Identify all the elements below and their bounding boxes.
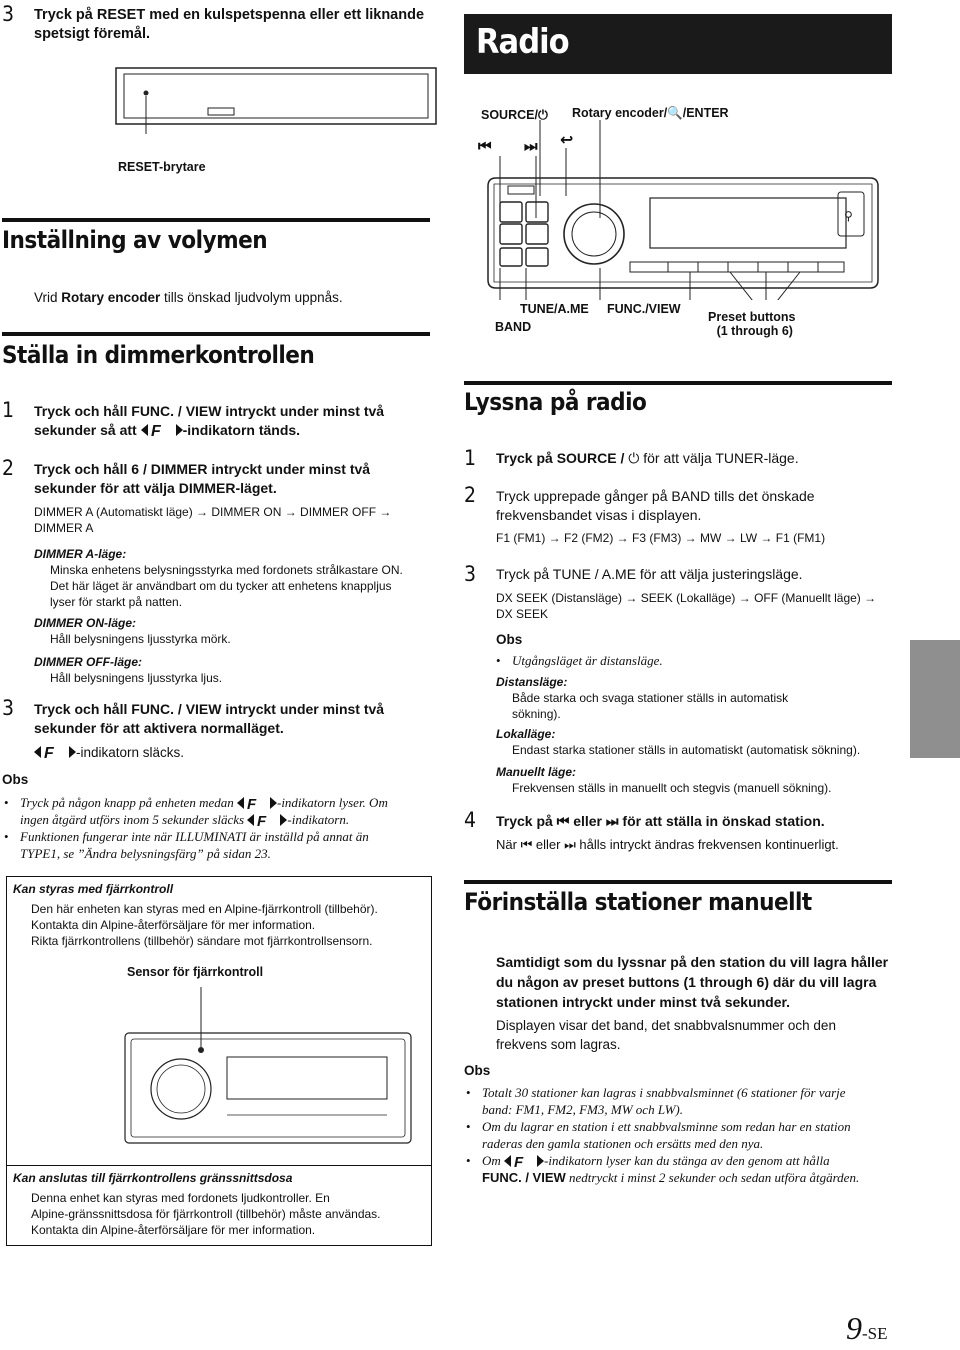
text-line: Displayen visar det band, det snabbvalsnummer och den [496,1018,836,1033]
mode-title: Manuellt läge: [496,765,577,779]
text-line: Tryck på RESET med en kulspetspenna eller ett liknande [34,7,425,23]
preset-section-title: Förinställa stationer manuellt [464,888,812,916]
func-view-label: FUNC./VIEW [607,302,681,316]
power-icon: ⏻ [537,108,548,122]
preset-notes [464,1084,894,1186]
box-title: Kan anslutas till fjärrkontrollens gränssnittsdosa [13,1171,293,1185]
text: -indikatorn lyser. Om [276,795,388,810]
text: för att ställa in önskad station. [618,813,825,829]
listen-step4-detail [496,837,839,853]
mode-title: DIMMER ON-läge: [34,616,136,630]
text-line: DIMMER A (Automatiskt läge) → DIMMER ON → DIMMER OFF → [34,505,392,519]
mode-title: DIMMER OFF-läge: [34,655,142,669]
text: När [496,837,521,852]
text-line: DX SEEK (Distansläge) → SEEK (Lokalläge) → OFF (Manuellt läge) → [496,591,877,605]
dimmer-step3-result [34,744,184,760]
remote-sensor-illustration [117,985,417,1165]
tune-label: TUNE/A.ME [520,302,589,316]
text-line: Tryck och håll FUNC. / VIEW intryckt under minst två [34,403,385,419]
dimmer-sequence [34,504,391,536]
mode-title: DIMMER A-läge: [34,547,127,561]
radio-heading: Radio [476,22,569,62]
svg-text:F: F [514,1154,524,1168]
step-number: 1 [464,446,477,470]
text: -indikatorn lyser kan du stänga av den genom att hålla [544,1153,830,1168]
text-line: du någon av preset buttons (1 through 6) där du vill lagra [496,974,877,990]
search-icon: 🔍 [667,106,683,120]
svg-text:F: F [257,813,267,827]
page-number-digit: 9 [846,1310,862,1346]
preset-instruction [496,952,888,1012]
text-line: spetsigt föremål. [34,26,151,42]
step-number: 3 [2,2,15,26]
prev-track-icon: ⏮ [556,813,570,829]
text-line: sekunder för att välja DIMMER-läget. [34,480,277,496]
text: TYPE1, se ”Ändra belysningsfärg” på sidan 23. [20,846,271,861]
step-number: 1 [2,398,15,422]
text: Om [482,1153,505,1168]
remote-control-box [6,876,432,1166]
text-line: DX SEEK [496,607,549,621]
text: för att välja TUNER-läge. [639,450,799,466]
text-line: (1 through 6) [716,324,793,338]
note-item [2,794,432,828]
dimmer-mode-off [34,654,222,686]
text: hålls intryckt ändras frekvensen kontinuerligt. [575,837,839,852]
page-number [846,1310,888,1347]
reset-step-text [34,6,424,44]
step-number: 4 [464,808,477,832]
text-line: Håll belysningens ljusstyrka ljus. [50,671,223,685]
note-item: • Utgångsläget är distansläge. [494,652,894,669]
dimmer-mode-on [34,615,231,647]
box-title: Kan styras med fjärrkontroll [13,882,174,896]
text-line: frekvens som lagras. [496,1037,621,1052]
interface-box [6,1166,432,1246]
text: /ENTER [682,106,729,120]
text-line: Preset buttons [708,310,796,324]
text: -indikatorn tänds. [182,422,301,438]
dimmer-mode-a [34,546,403,610]
text: Rotary encoder/ [572,106,668,120]
step-number: 3 [464,562,477,586]
text-line: sekunder för att aktivera normalläget. [34,720,284,736]
seek-sequence [496,590,876,622]
mode-manual [496,764,831,796]
text: Tryck på [496,813,557,829]
text-line: Alpine-gränssnittsdosa för fjärrkontroll (tillbehör) måste användas. [31,1207,381,1221]
text-line: Den här enheten kan styras med en Alpine-fjärrkontroll (tillbehör). [31,902,378,916]
text-line: DIMMER A [34,521,94,535]
section-rule [464,880,892,884]
prev-track-icon: ⏮ [478,138,492,155]
next-track-icon: ⏭ [564,837,576,852]
step-number: 2 [464,483,477,507]
power-icon: ⏻ [628,450,640,466]
dimmer-step1-text [34,402,384,440]
volume-section-title: Inställning av volymen [2,226,268,254]
band-sequence: F1 (FM1) → F2 (FM2) → F3 (FM3) → MW → LW → F1 (FM1) [496,531,826,545]
text: sekunder så att [34,422,141,438]
obs-label: Obs [496,632,523,647]
mode-local [496,726,860,758]
text-line: Tryck och håll 6 / DIMMER intryckt under minst två [34,461,371,477]
f-indicator-icon [237,795,277,810]
dimmer-notes [2,794,432,862]
reset-switch-label: RESET-brytare [118,160,206,174]
volume-instruction [34,290,343,305]
listen-step4-text [496,813,825,830]
svg-text:F: F [44,745,54,760]
text-line: Frekvensen ställs in manuellt och stegvis (manuell sökning). [512,781,832,795]
text-line: Endast starka stationer ställs in automatiskt (automatisk sökning). [512,743,861,757]
box-body [31,1190,381,1238]
text: Vrid [34,290,62,305]
step-number: 3 [2,696,15,720]
f-indicator-icon [141,422,183,438]
mode-title: Distansläge: [496,675,568,689]
text-line: lyser för starkt på natten. [50,595,183,609]
page-number-suffix: -SE [862,1324,888,1343]
listen-step3-text: Tryck på TUNE / A.ME för att välja justeringsläge. [496,566,803,582]
text: nedtryckt i minst 2 sekunder och sedan utföra åtgärden. [565,1170,860,1185]
obs-label: Obs [464,1063,491,1078]
dimmer-section-title: Ställa in dimmerkontrollen [2,341,315,369]
text: Totalt 30 stationer kan lagras i snabbvalsminnet (6 stationer för varje [482,1085,846,1100]
text: ingen åtgärd utförs inom 5 sekunder släcks [20,812,248,827]
note-item [464,1152,894,1186]
band-label: BAND [495,320,532,334]
obs-label: Obs [2,772,29,787]
return-icon: ↩ [560,132,574,149]
side-thumb-tab [910,640,960,758]
text-line: Denna enhet kan styras med fordonets ljudkontroller. En [31,1191,330,1205]
text-line: sökning). [512,707,561,721]
listen-step1-text [496,450,799,467]
text-line: Rikta fjärrkontrollens (tillbehör) sändare mot fjärrkontrollsensorn. [31,934,373,948]
note-item [2,828,432,862]
text-line: Kontakta din Alpine-återförsäljare för mer information. [31,918,316,932]
text: Tryck på någon knapp på enheten medan [20,795,237,810]
text: eller [569,813,606,829]
text-line: Tryck upprepade gånger på BAND tills det önskade [496,488,815,504]
f-indicator-icon [34,744,76,760]
text-line: Det här läget är användbart om du tycker att enhetens knappljus [50,579,392,593]
text: -indikatorn. [287,812,350,827]
text-line: Minska enhetens belysningsstyrka med fordonets strålkastare ON. [50,563,403,577]
text: band: FM1, FM2, FM3, MW och LW). [482,1102,683,1117]
text-line: Kontakta din Alpine-återförsäljare för mer information. [31,1223,316,1237]
text: -indikatorn släcks. [76,745,185,760]
listen-notes [494,652,894,669]
sensor-label: Sensor för fjärrkontroll [127,965,264,979]
dimmer-step3-text [34,700,384,738]
rotary-encoder-term: Rotary encoder [61,290,161,305]
text: Funktionen fungerar inte när ILLUMINATI är inställd på annat än [20,829,369,844]
next-track-icon: ⏭ [524,138,538,155]
text-line: Håll belysningens ljusstyrka mörk. [50,632,231,646]
head-unit-illustration [470,100,890,300]
text-line: Samtidigt som du lyssnar på den station du vill lagra håller [496,954,889,970]
unit-front-illustration [112,66,442,166]
dimmer-step2-text [34,460,370,498]
mode-title: Lokalläge: [496,727,556,741]
svg-text:F: F [150,423,161,438]
svg-text:⚲: ⚲ [844,209,853,223]
note-item [464,1084,894,1118]
f-indicator-icon [504,1153,544,1168]
listen-step2-text [496,487,815,525]
text-line: Både starka och svaga stationer ställs in automatisk [512,691,789,705]
text-line: frekvensbandet visas i displayen. [496,507,702,523]
preset-label [708,310,796,338]
text-line: Tryck och håll FUNC. / VIEW intryckt under minst två [34,701,385,717]
box-body [31,901,378,949]
prev-track-icon: ⏮ [520,837,533,852]
step-number: 2 [2,456,15,480]
note-item [464,1118,894,1152]
text: Tryck på SOURCE / [496,450,629,466]
preset-result [496,1016,836,1054]
section-rule [2,332,430,336]
text: raderas den gamla stationen och ersätts med den nya. [482,1136,764,1151]
func-view-term: FUNC. / VIEW [482,1170,566,1185]
text: tills önskad ljudvolym uppnås. [160,290,343,305]
text: eller [532,837,565,852]
text: SOURCE/ [481,108,538,122]
section-rule [2,218,430,222]
listen-section-title: Lyssna på radio [464,388,647,416]
section-rule [464,381,892,385]
mode-distance [496,674,788,722]
text: Om du lagrar en station i ett snabbvalsminne som redan har en station [482,1119,851,1134]
f-indicator-icon [247,812,287,827]
svg-text:F: F [246,796,257,810]
next-track-icon: ⏭ [605,813,619,829]
text-line: stationen intryckt under minst två sekunder. [496,994,791,1010]
radio-banner [464,14,892,74]
